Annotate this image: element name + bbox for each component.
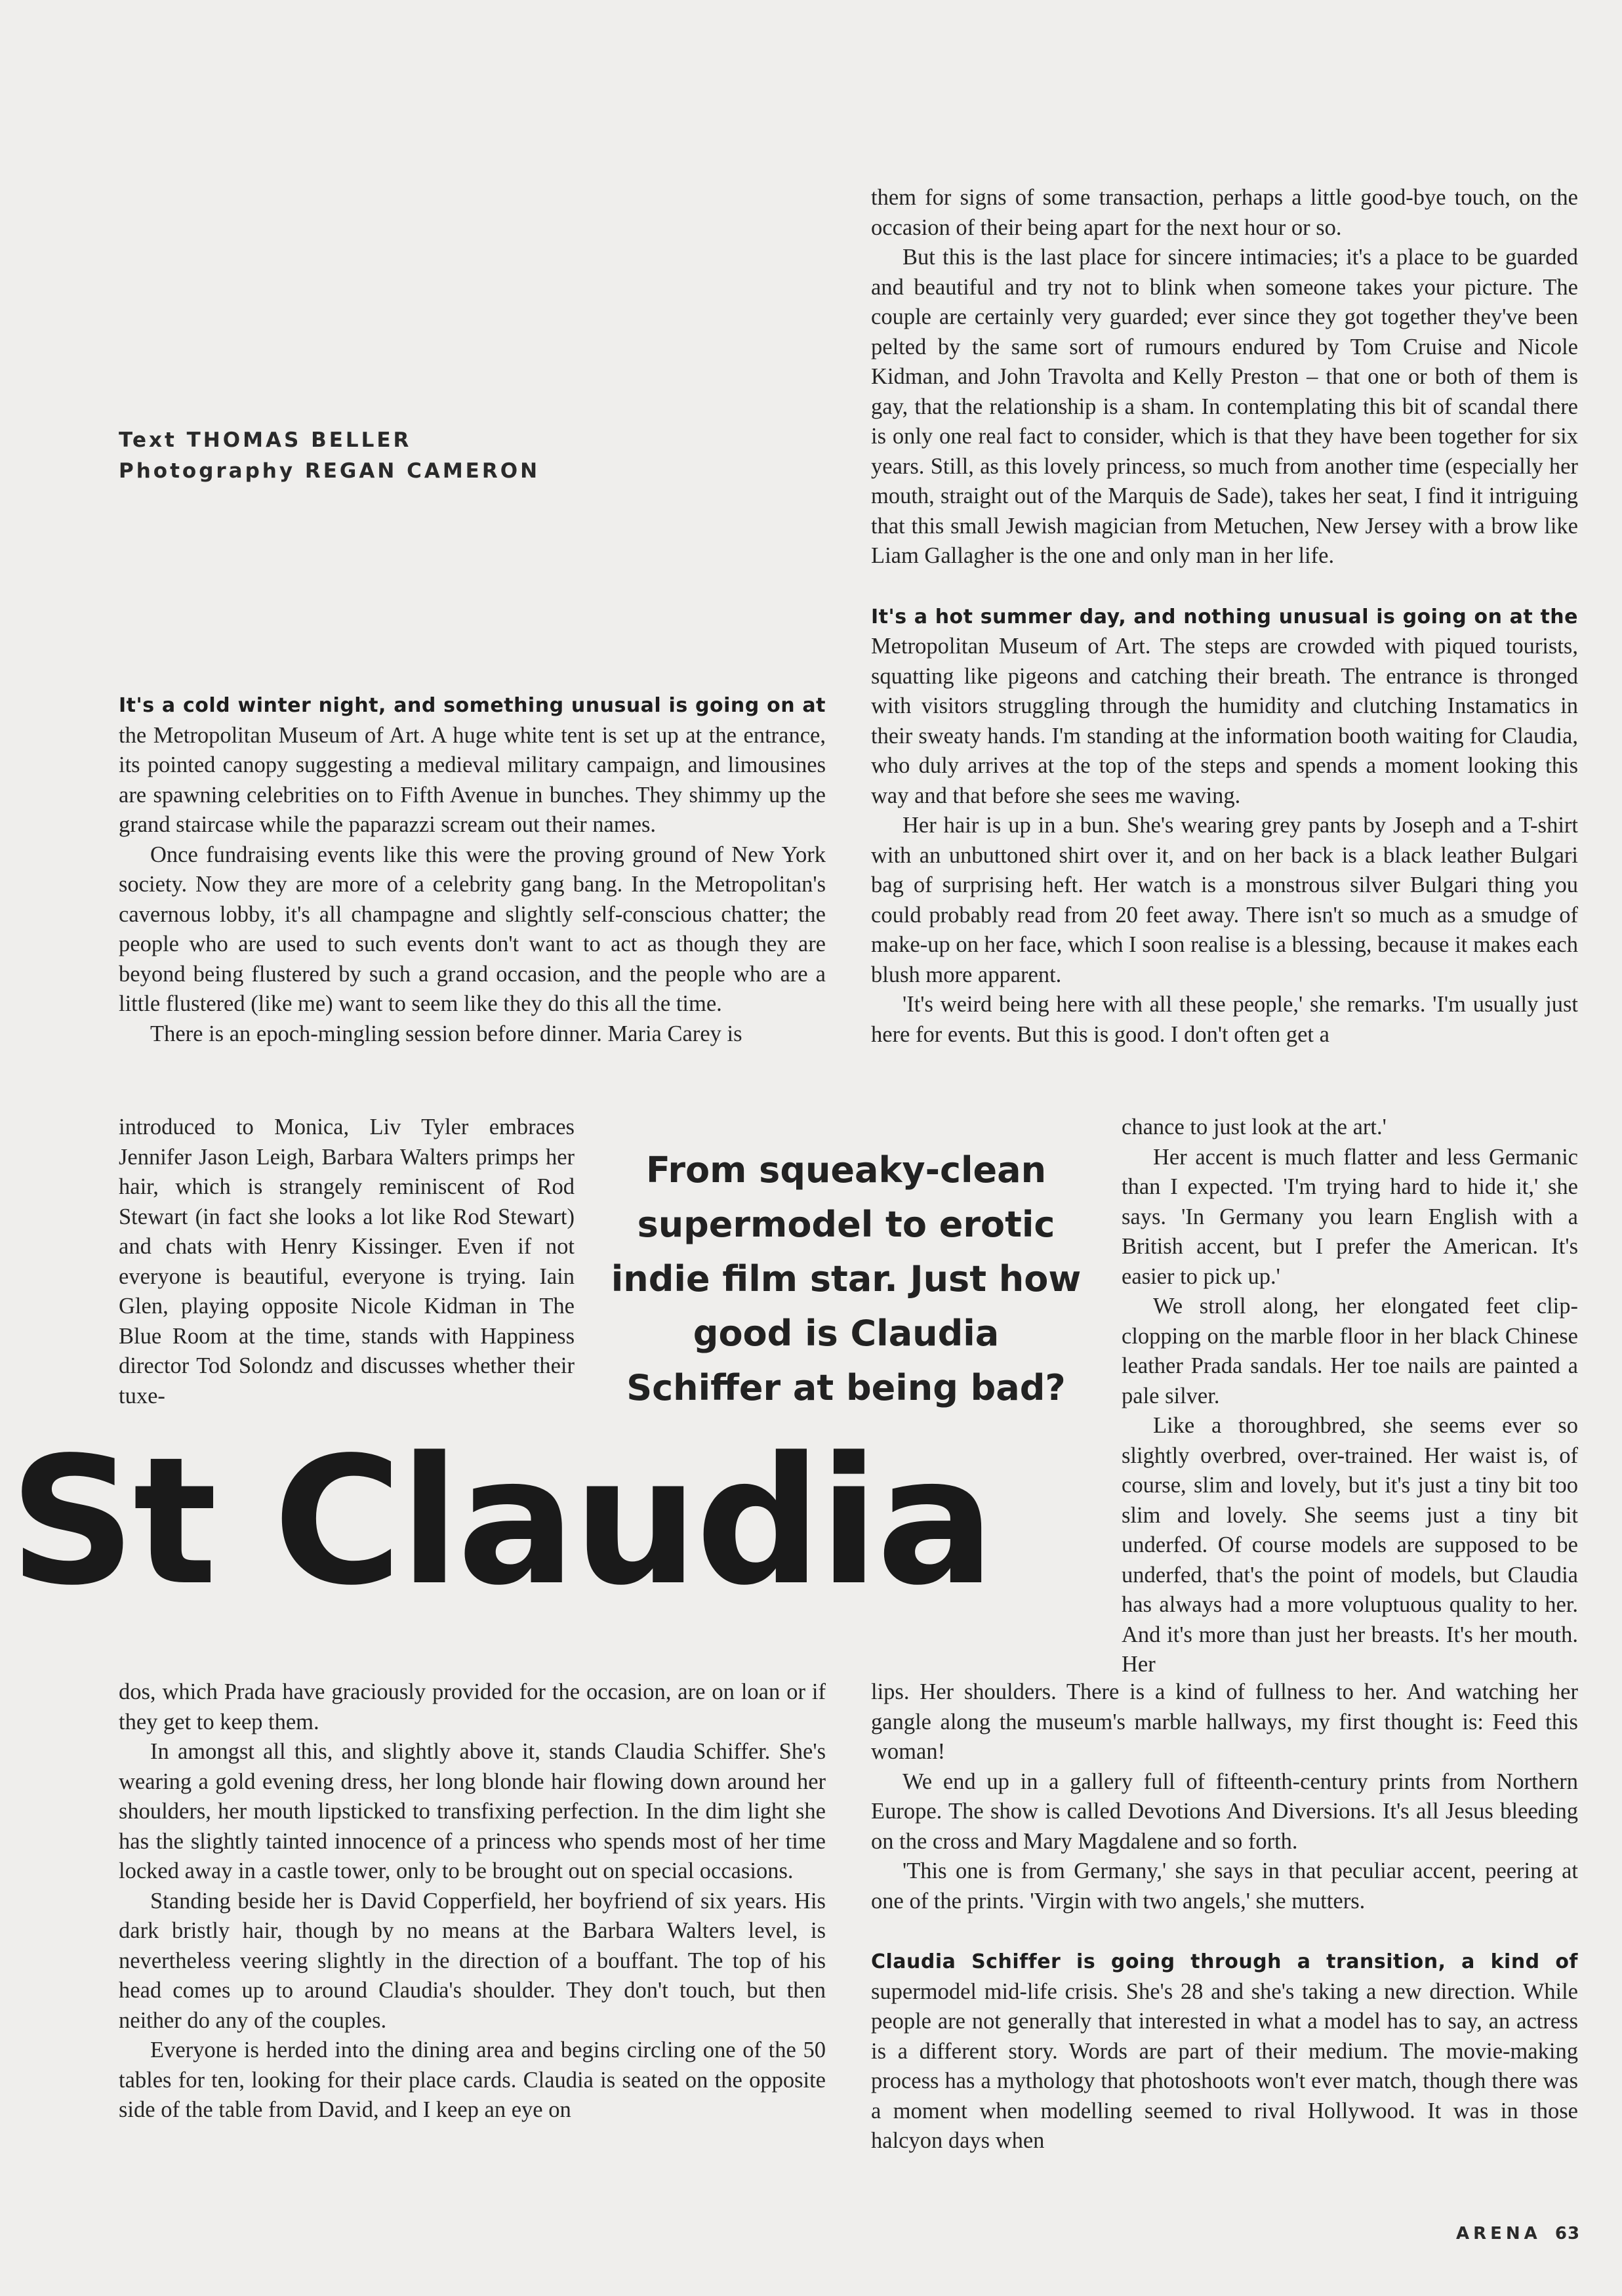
paragraph: It's a cold winter night, and something unusual is going on at the Metropolitan Museum of Art. A huge white tent is set up at the entrance, its pointed canopy suggesting a medieval military campaign, and limousines are spawning celebrities on to Fifth Avenue in bunches. They shimmy up the grand staircase while the paparazzi scream out their names. xyxy=(119,694,826,837)
page-number: 63 xyxy=(1554,2224,1581,2244)
paragraph: Her accent is much flatter and less Germanic than I expected. 'I'm trying hard to hide it,' she says. 'In Germany you learn English with a British accent, but I prefer the American. It's easier to pick up.' xyxy=(1122,1144,1578,1289)
article-column-left-top xyxy=(119,690,826,1049)
article-column-right-middle xyxy=(1122,1113,1578,1680)
paragraph: 'This one is from Germany,' she says in that peculiar accent, peering at one of the prints. 'Virgin with two angels,' she mutters. xyxy=(871,1858,1578,1914)
paragraph: Like a thoroughbred, she seems ever so slightly overbred, over-trained. Her waist is, of course, slim and lovely, but it's just a tiny bit too slim and lovely. She seems just a tiny bit underfed. Of course models are supposed to be underfed, that's the point of models, but Claudia has always had a more voluptuous quality to her. And it's more than just her breasts. It's her mouth. Her xyxy=(1122,1413,1578,1677)
section-lead: It's a hot summer day, and nothing unusual is going on at the xyxy=(871,605,1578,628)
article-column-left-middle xyxy=(119,1113,575,1411)
paragraph: 'It's weird being here with all these people,' she remarks. 'I'm usually just here for events. But this is good. I don't often get a xyxy=(871,992,1578,1047)
article-column-left-bottom xyxy=(119,1677,826,2125)
section-lead: It's a cold winter night, and something unusual is going on at xyxy=(119,694,826,717)
paragraph: There is an epoch-mingling session before dinner. Maria Carey is xyxy=(150,1021,742,1046)
paragraph: Claudia Schiffer is going through a transition, a kind of supermodel mid-life crisis. She's 28 and she's taking a new direction. While people are not generally that interested in what a model has to say, an actress is a different story. Words are part of their medium. The movie-making process has a mythology that photoshoots won't ever match, though there was a moment when modelling seemed to rival Hollywood. It was in those halcyon days when xyxy=(871,1950,1578,2153)
paragraph: But this is the last place for sincere intimacies; it's a place to be guarded and beautiful and try not to blink when someone takes your picture. The couple are certainly very guarded; ever since they got together they've been pelted by the same sort of rumours endured by Tom Cruise and Nicole Kidman, and John Travolta and Kelly Preston – that one or both of them is gay, that the relationship is a sham. In contemplating this bit of scandal there is only one real fact to consider, which is that they have been together for six years. Still, as this lovely princess, so much from another time (especially her mouth, straight out of the Marquis de Sade), takes her seat, I find it intriguing that this small Jewish magician from Metuchen, New Jersey with a brow like Liam Gallagher is the one and only man in her life. xyxy=(871,245,1578,568)
paragraph: Everyone is herded into the dining area and begins circling one of the 50 tables for ten, looking for their place cards. Claudia is seated on the opposite side of the table from David, and I keep an eye on xyxy=(119,2038,826,2122)
paragraph: lips. Her shoulders. There is a kind of fullness to her. And watching her gangle along the museum's marble hallways, my first thought is: Feed this woman! xyxy=(871,1679,1578,1764)
photo-credit: Photography REGAN CAMERON xyxy=(119,459,540,483)
paragraph: introduced to Monica, Liv Tyler embraces Jennifer Jason Leigh, Barbara Walters primps her hair, which is strangely reminiscent of Rod Stewart (in fact she looks a lot like Rod Stewart) and chats with Henry Kissinger. Even if not everyone is beautiful, everyone is trying. Iain Glen, playing opposite Nicole Kidman in The Blue Room at the time, stands with Happiness director Tod Solondz and discusses whether their tuxe- xyxy=(119,1115,575,1408)
paragraph: We end up in a gallery full of fifteenth-century prints from Northern Europe. The show is called Devotions And Diversions. It's all Jesus bleeding on the cross and Mary Magdalene and so forth. xyxy=(871,1769,1578,1854)
article-column-right-bottom xyxy=(871,1677,1578,2156)
paragraph: We stroll along, her elongated feet clip-clopping on the marble floor in her black Chinese leather Prada sandals. Her toe nails are painted a pale silver. xyxy=(1122,1294,1578,1408)
paragraph: It's a hot summer day, and nothing unusual is going on at the Metropolitan Museum of Art. The steps are crowded with piqued tourists, squatting like pigeons and catching their breath. The entrance is thronged with visitors struggling through the humidity and clutching Instamatics in their sweaty hands. I'm standing at the information booth waiting for Claudia, who duly arrives at the top of the steps and spends a moment looking this way and that before she sees me waving. xyxy=(871,605,1578,808)
article-column-right-top xyxy=(871,183,1578,1050)
standfirst: From squeaky-clean supermodel to erotic indie film star. Just how good is Claudia Schiffer at being bad? xyxy=(611,1149,1082,1408)
magazine-name: ARENA xyxy=(1456,2224,1541,2244)
byline xyxy=(119,425,540,487)
paragraph: them for signs of some transaction, perhaps a little good-bye touch, on the occasion of their being apart for the next hour or so. xyxy=(871,185,1578,240)
folio xyxy=(1456,2224,1580,2244)
text-credit: Text THOMAS BELLER xyxy=(119,428,412,452)
paragraph: dos, which Prada have graciously provided for the occasion, are on loan or if they get to keep them. xyxy=(119,1679,826,1734)
paragraph: chance to just look at the art.' xyxy=(1122,1115,1387,1139)
paragraph: In amongst all this, and slightly above it, stands Claudia Schiffer. She's wearing a gold evening dress, her long blonde hair flowing down around her shoulders, her mouth lipsticked to transfixing perfection. In the dim light she has the slightly tainted innocence of a princess who spends most of her time locked away in a castle tower, only to be brought out on special occasions. xyxy=(119,1739,826,1883)
section-lead: Claudia Schiffer is going through a transition, a kind of xyxy=(871,1950,1578,1973)
headline: St Claudia xyxy=(9,1420,993,1624)
paragraph: Standing beside her is David Copperfield, her boyfriend of six years. His dark bristly hair, though by no means at the Barbara Walters level, is nevertheless veering slightly in the direction of a bouffant. The top of his head comes up to around Claudia's shoulder. They don't touch, but then neither do any of the couples. xyxy=(119,1888,826,2033)
paragraph: Once fundraising events like this were the proving ground of New York society. Now they are more of a celebrity gang bang. In the Metropolitan's cavernous lobby, it's all champagne and slightly self-conscious chatter; the people who are used to such events don't want to act as though they are beyond being flustered by such a grand occasion, and the people who are a little flustered (like me) want to seem like they do this all the time. xyxy=(119,842,826,1016)
paragraph: Her hair is up in a bun. She's wearing grey pants by Joseph and a T-shirt with an unbuttoned shirt over it, and on her back is a black leather Bulgari bag of surprising heft. Her watch is a monstrous silver Bulgari thing you could probably read from 20 feet away. There isn't so much as a smudge of make-up on her face, which I soon realise is a blessing, because it makes each blush more apparent. xyxy=(871,813,1578,987)
